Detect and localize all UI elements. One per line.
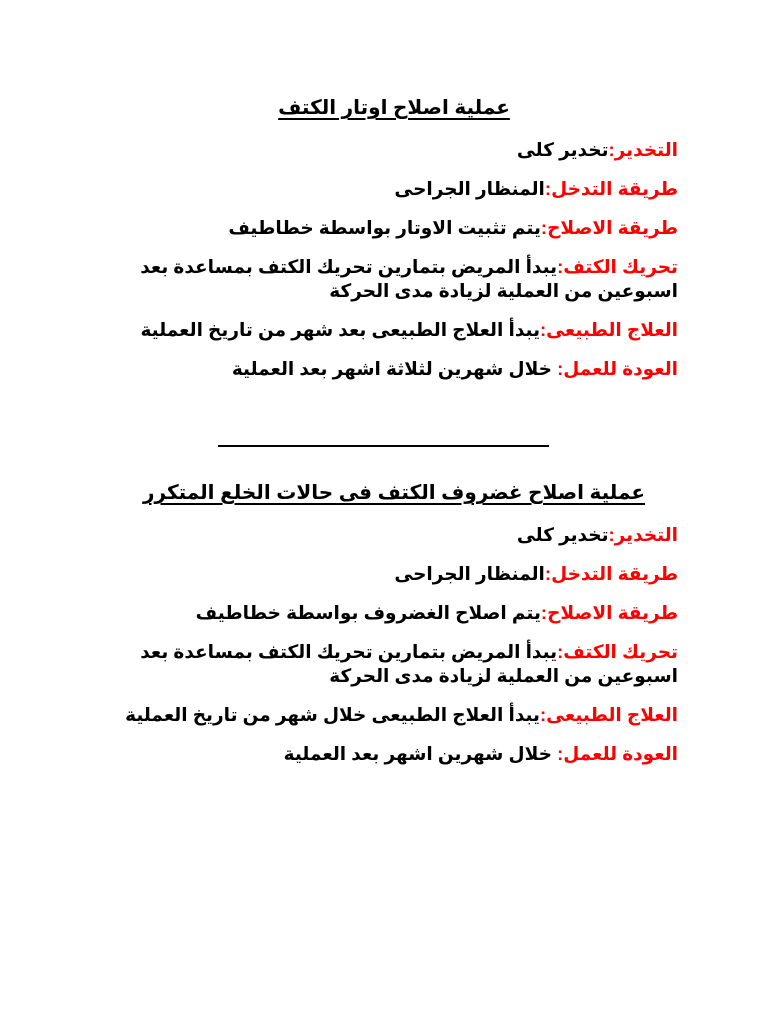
return-to-work-label: العودة للعمل: (557, 743, 678, 764)
shoulder-mobilization-label: تحريك الكتف: (557, 256, 678, 277)
repair-method-label: طريقة الاصلاح: (540, 217, 678, 238)
section-title-text: عملية اصلاح غضروف الكتف فى حالات الخلع المتكرر (142, 482, 646, 504)
physiotherapy-label: العلاج الطبيعى: (540, 704, 678, 725)
shoulder-mobilization-label: تحريك الكتف: (557, 641, 678, 662)
repair-method-value: يتم تثبيت الاوتار بواسطة خطاطيف (228, 217, 541, 238)
physiotherapy-label: العلاج الطبيعى: (540, 319, 678, 340)
section-labrum-repair (110, 479, 678, 781)
return-to-work-line (110, 357, 678, 381)
section-title (110, 94, 678, 122)
return-to-work-line (110, 742, 678, 766)
return-to-work-value: خلال شهرين لثلاثة اشهر بعد العملية (231, 358, 558, 379)
physiotherapy-line (110, 318, 678, 342)
section-title-text: عملية اصلاح اوتار الكتف (278, 97, 510, 119)
approach-line (110, 562, 678, 586)
shoulder-mobilization-line (110, 640, 678, 688)
repair-method-line (110, 216, 678, 240)
return-to-work-value: خلال شهرين اشهر بعد العملية (283, 743, 558, 764)
physiotherapy-value: يبدأ العلاج الطبيعى بعد شهر من تاريخ العملية (140, 319, 541, 340)
anesthesia-line (110, 523, 678, 547)
anesthesia-value: تخدير كلى (516, 139, 609, 160)
approach-label: طريقة التدخل: (544, 178, 678, 199)
approach-line (110, 177, 678, 201)
section-divider (218, 445, 549, 447)
approach-value: المنظار الجراحى (394, 178, 545, 199)
physiotherapy-value: يبدأ العلاج الطبيعى خلال شهر من تاريخ العملية (125, 704, 541, 725)
anesthesia-label: التخدير: (608, 139, 678, 160)
approach-value: المنظار الجراحى (394, 563, 545, 584)
anesthesia-label: التخدير: (608, 524, 678, 545)
approach-label: طريقة التدخل: (544, 563, 678, 584)
repair-method-line (110, 601, 678, 625)
section-title (110, 479, 678, 507)
anesthesia-line (110, 138, 678, 162)
shoulder-mobilization-value: يبدأ المريض بتمارين تحريك الكتف بمساعدة بعد اسبوعين من العملية لزيادة مدى الحركة (140, 641, 678, 686)
shoulder-mobilization-line (110, 255, 678, 303)
section-rotator-cuff-repair (110, 94, 678, 396)
shoulder-mobilization-value: يبدأ المريض بتمارين تحريك الكتف بمساعدة بعد اسبوعين من العملية لزيادة مدى الحركة (140, 256, 678, 301)
anesthesia-value: تخدير كلى (516, 524, 609, 545)
repair-method-value: يتم اصلاح الغضروف بواسطة خطاطيف (195, 602, 541, 623)
repair-method-label: طريقة الاصلاح: (540, 602, 678, 623)
physiotherapy-line (110, 703, 678, 727)
return-to-work-label: العودة للعمل: (557, 358, 678, 379)
